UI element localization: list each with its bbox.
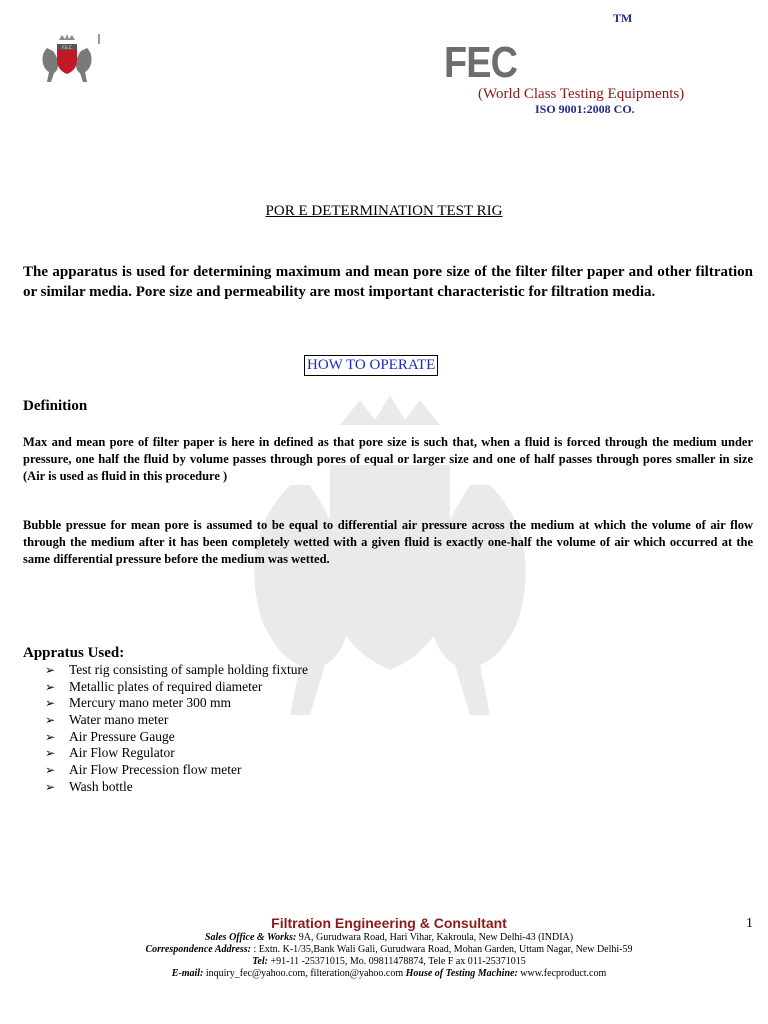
definition-paragraph-2: Bubble pressue for mean pore is assumed to be equal to differential air pressure across the medium at which the volume of air flow through the medium after it has been completely wetted with a given fluid is exactly one-half the volume of air which occurred at the same differential pressure before the medium was wetted. [23, 518, 753, 566]
apparatus-list [45, 662, 308, 796]
definition-heading: Definition [23, 398, 88, 414]
arrow-bullet-icon: ➢ [45, 696, 56, 711]
list-item: ➢ Wash bottle [45, 778, 133, 794]
arrow-bullet-icon: ➢ [45, 679, 56, 694]
apparatus-heading: Appratus Used: [23, 645, 125, 661]
website-link[interactable]: www.fecproduct.com [517, 968, 607, 979]
document-title: POR E DETERMINATION TEST RIG [265, 203, 503, 219]
svg-text:F.E.C: F.E.C [62, 45, 72, 50]
company-crest-logo [33, 28, 101, 88]
arrow-bullet-icon: ➢ [45, 746, 56, 761]
brand-wordmark: FEC [444, 38, 518, 87]
page-number: 1 [746, 916, 753, 931]
list-item: ➢ Test rig consisting of sample holding fixture [45, 662, 309, 677]
email-link[interactable]: inquiry_fec@yahoo.com, filteration@yahoo.com [203, 968, 406, 979]
arrow-bullet-icon: ➢ [45, 729, 56, 744]
list-item: ➢ Air Flow Regulator [45, 745, 175, 761]
footer-contact: E-mail: inquiry_fec@yahoo.com, filteration@yahoo.com House of Testing Machine: www.fecproduct.com [171, 968, 607, 979]
footer-telephone: Tel: +91-11 -25371015, Mo. 09811478874, Tele F ax 011-25371015 [252, 956, 526, 967]
list-item: ➢ Mercury mano meter 300 mm [45, 695, 231, 711]
brand-tagline: (World Class Testing Equipments) [478, 86, 685, 102]
footer-company-name: Filtration Engineering & Consultant [271, 915, 507, 931]
footer-sales-office: Sales Office & Works: 9A, Gurudwara Road, Hari Vihar, Kakroula, New Delhi-43 (INDIA) [204, 932, 574, 943]
list-item: ➢ Water mano meter [45, 712, 169, 728]
how-to-operate-link[interactable]: HOW TO OPERATE [304, 355, 438, 376]
list-item: ➢ Air Pressure Gauge [45, 728, 175, 744]
list-item: ➢ Metallic plates of required diameter [45, 678, 263, 694]
arrow-bullet-icon: ➢ [45, 779, 56, 794]
list-item: ➢ Air Flow Precession flow meter [45, 762, 242, 778]
arrow-bullet-icon: ➢ [45, 763, 56, 778]
footer-correspondence-address: Correspondence Address: : Extn. K-1/35,Bank Wali Gali, Gurudwara Road, Mohan Garden, Uttam Nagar, New Delhi-59 [145, 944, 633, 955]
definition-paragraph-1: Max and mean pore of filter paper is here in defined as that pore size is such that, when a fluid is forced through the medium under pressure, one half the fluid by volume passes through pores of equal or larger size and one of half passes through pores smaller in size (Air is used as fluid in this procedure ) [23, 435, 753, 483]
trademark-mark: TM [613, 11, 633, 25]
arrow-bullet-icon: ➢ [45, 713, 56, 728]
intro-paragraph: The apparatus is used for determining maximum and mean pore size of the filter filter paper and other filtration or similar media. Pore size and permeability are most important characteristic for filtration media. [23, 264, 753, 300]
arrow-bullet-icon: ➢ [45, 663, 56, 677]
iso-certification: ISO 9001:2008 CO. [535, 102, 635, 116]
